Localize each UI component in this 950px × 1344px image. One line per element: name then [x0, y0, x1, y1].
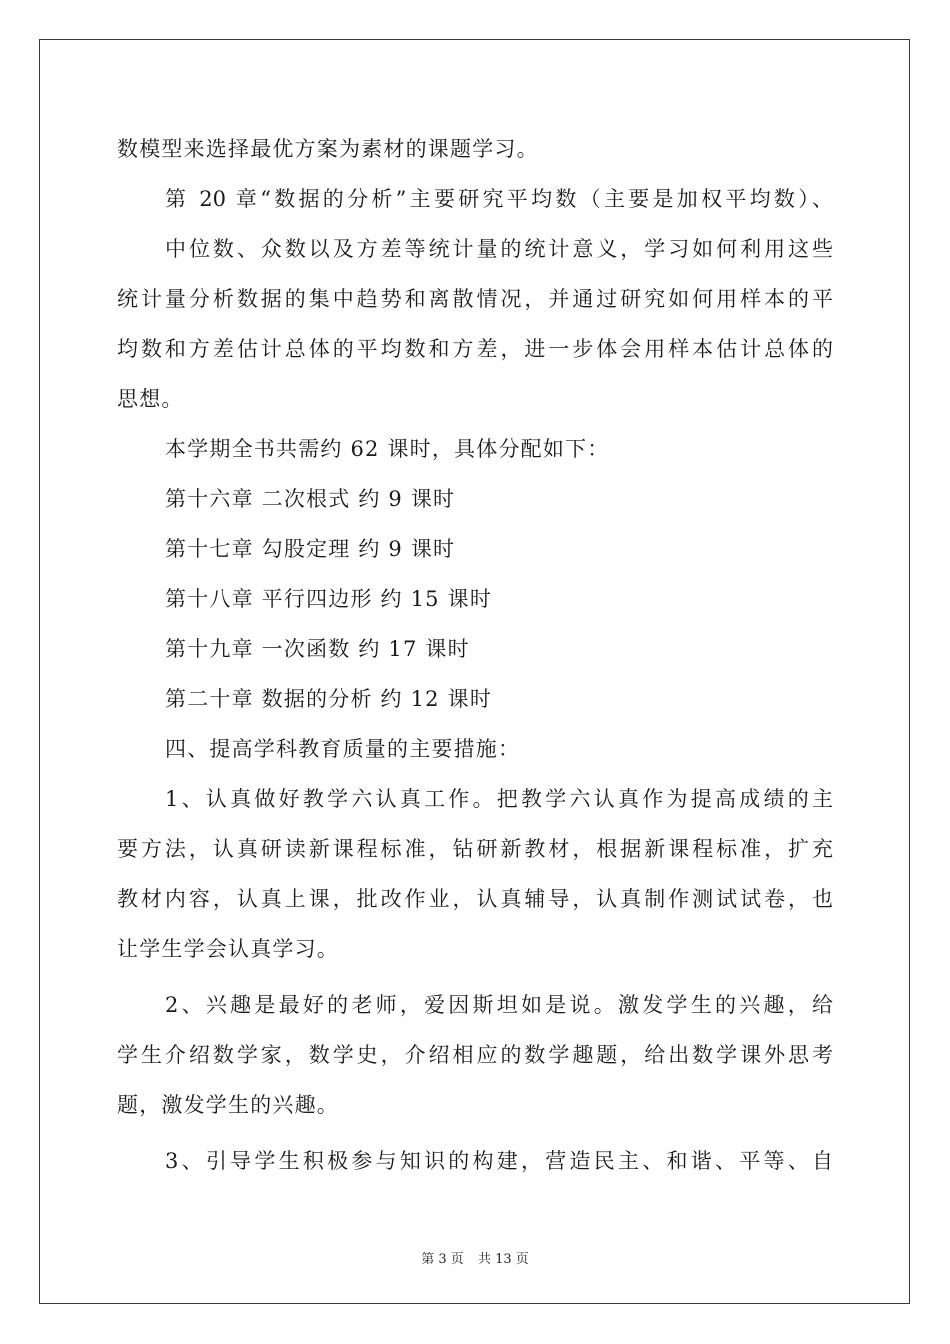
- text-line: 3、引导学生积极参与知识的构建，营造民主、和谐、平等、自: [165, 1149, 833, 1173]
- page-footer: [0, 1248, 950, 1267]
- chapter-allocation-line: 第十六章 二次根式 约 9 课时: [165, 487, 456, 511]
- chapter-allocation-line: 第二十章 数据的分析 约 12 课时: [165, 687, 493, 711]
- text-line: 均数和方差估计总体的平均数和方差，进一步体会用样本估计总体的: [117, 337, 833, 361]
- chapter-allocation-line: 第十九章 一次函数 约 17 课时: [165, 637, 470, 661]
- text-line: 中位数、众数以及方差等统计量的统计意义，学习如何利用这些: [165, 237, 833, 261]
- page-number: 第 3 页: [421, 1252, 464, 1267]
- text-line: 教材内容，认真上课，批改作业，认真辅导，认真制作测试试卷，也: [117, 887, 833, 911]
- text-line: 题，激发学生的兴趣。: [117, 1093, 339, 1117]
- text-line: 让学生学会认真学习。: [117, 937, 339, 961]
- chapter-allocation-line: 第十八章 平行四边形 约 15 课时: [165, 587, 493, 611]
- text-line: 1、认真做好教学六认真工作。把教学六认真作为提高成绩的主: [165, 787, 833, 811]
- document-body: [117, 124, 833, 1186]
- page-total: 共 13 页: [477, 1252, 529, 1267]
- text-line: 思想。: [117, 387, 184, 411]
- text-line: 2、兴趣是最好的老师，爱因斯坦如是说。激发学生的兴趣，给: [165, 993, 833, 1017]
- text-line: 学生介绍数学家，数学史，介绍相应的数学趣题，给出数学课外思考: [117, 1043, 833, 1067]
- text-line: 数模型来选择最优方案为素材的课题学习。: [117, 137, 539, 161]
- text-line: 第 20 章“数据的分析”主要研究平均数（主要是加权平均数）、: [165, 187, 833, 211]
- text-line: 本学期全书共需约 62 课时，具体分配如下：: [165, 437, 610, 461]
- chapter-allocation-line: 第十七章 勾股定理 约 9 课时: [165, 537, 456, 561]
- text-line: 统计量分析数据的集中趋势和离散情况，并通过研究如何用样本的平: [117, 287, 833, 311]
- section-heading: 四、提高学科教育质量的主要措施：: [165, 737, 521, 761]
- text-line: 要方法，认真研读新课程标准，钻研新教材，根据新课程标准，扩充: [117, 837, 833, 861]
